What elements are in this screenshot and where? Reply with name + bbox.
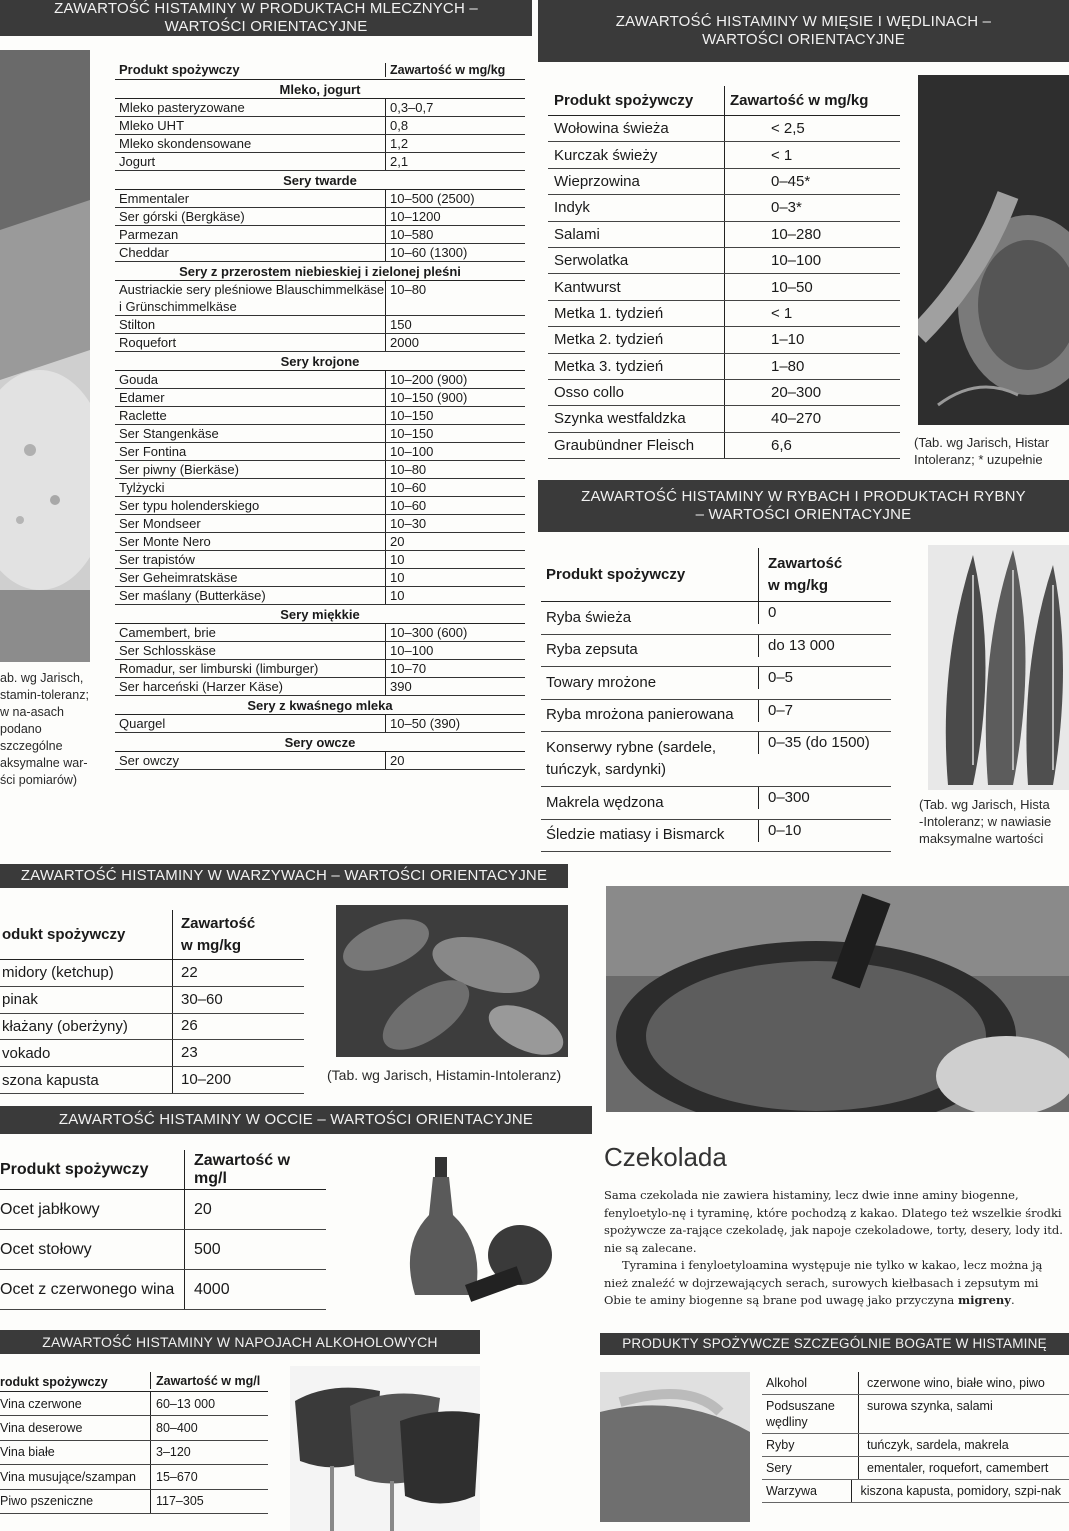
dairy-table-header	[115, 58, 525, 80]
value-cell: 10–300 (600)	[385, 624, 525, 641]
table-row	[115, 551, 525, 569]
table-row	[0, 1014, 304, 1041]
product-cell: Vina musujące/szampan	[0, 1469, 136, 1484]
dairy-section-heading: Sery z przerostem niebieskiej i zielonej pleśni	[115, 262, 525, 281]
fish-caption	[919, 796, 1069, 847]
table-row	[548, 142, 900, 168]
value-cell: 60–13 000	[150, 1392, 268, 1415]
product-cell: Ser harceński (Harzer Käse)	[119, 679, 283, 694]
value-cell: 10	[385, 551, 525, 568]
chocolate-para2-end: .	[1010, 1293, 1015, 1307]
table-row	[548, 222, 900, 248]
table-row	[115, 389, 525, 407]
meat-col-product: Produkt spożywczy	[554, 92, 694, 109]
table-row	[548, 433, 900, 459]
value-cell: 80–400	[150, 1416, 268, 1439]
product-cell: Salami	[554, 225, 600, 243]
chocolate-text	[604, 1187, 1069, 1310]
value-cell: 10	[385, 569, 525, 586]
product-cell: Ser trapistów	[119, 552, 195, 567]
table-row	[548, 248, 900, 274]
alcohol-table-header	[0, 1372, 268, 1392]
table-row	[115, 678, 525, 696]
table-row	[548, 116, 900, 142]
table-row	[115, 281, 525, 316]
table-row	[0, 1416, 268, 1440]
wine-glasses-photo	[290, 1366, 480, 1531]
product-cell: Śledzie matiasy i Bismarck	[546, 826, 725, 844]
product-cell: Metka 3. tydzień	[554, 357, 664, 375]
product-cell: Ser Geheimratskäse	[119, 570, 238, 585]
product-cell: Serwolatka	[554, 252, 629, 270]
product-cell: Warzywa	[766, 1484, 817, 1498]
meat-caption-line2: Intoleranz; * uzupełnie	[914, 452, 1043, 467]
table-row	[115, 334, 525, 352]
dairy-caption: ab. wg Jarisch, stamin-toleranz; w na-asach podano szczególne aksymalne war-ści pomiarów)	[0, 671, 89, 787]
table-row	[115, 715, 525, 733]
meat-caption	[914, 434, 1069, 468]
table-row	[115, 371, 525, 389]
veg-title: ZAWARTOŚĆ HISTAMINY W WARZYWACH – WARTOŚCI ORIENTACYJNE	[20, 867, 548, 884]
value-cell: 2000	[385, 334, 525, 351]
table-row	[548, 327, 900, 353]
product-cell: Emmentaler	[119, 191, 190, 206]
product-cell: Cheddar	[119, 245, 169, 260]
product-cell: Wieprzowina	[554, 172, 640, 190]
value-cell: ementaler, roquefort, camembert	[858, 1457, 1069, 1479]
value-cell: 10–50	[724, 274, 900, 299]
value-cell: 20	[184, 1190, 326, 1229]
table-row	[541, 820, 891, 853]
dairy-section-heading: Sery miękkie	[115, 605, 525, 624]
table-row	[548, 406, 900, 432]
fish-col-product: Produkt spożywczy	[546, 566, 686, 583]
value-cell: 26	[172, 1014, 304, 1040]
value-cell: 20	[385, 752, 525, 769]
table-row	[0, 1465, 268, 1489]
product-cell: Edamer	[119, 390, 165, 405]
meat-title-band	[538, 0, 1069, 62]
fish-col-value-line2: w mg/kg	[768, 576, 829, 594]
table-row	[762, 1372, 1069, 1395]
value-cell: 0	[758, 602, 891, 624]
value-cell: 10–50 (390)	[385, 715, 525, 732]
value-cell: 4000	[184, 1270, 326, 1309]
value-cell: 0–300	[758, 787, 891, 809]
cooking-photo	[606, 886, 1069, 1112]
value-cell: surowa szynka, salami	[858, 1395, 1069, 1433]
veg-col-value	[172, 910, 304, 959]
dairy-section-heading: Sery z kwaśnego mleka	[115, 696, 525, 715]
rich-title-band	[600, 1333, 1069, 1355]
fish-col-value	[758, 548, 891, 601]
value-cell: 10–500 (2500)	[385, 190, 525, 207]
value-cell: 10–80	[385, 461, 525, 478]
value-cell: 20–300	[724, 380, 900, 405]
table-row	[548, 380, 900, 406]
table-row	[115, 497, 525, 515]
fish-table	[541, 548, 891, 852]
alcohol-table	[0, 1372, 268, 1514]
fish-title-line1: ZAWARTOŚĆ HISTAMINY W RYBACH I PRODUKTACH RYBNY	[581, 488, 1026, 505]
value-cell: 0–5	[758, 667, 891, 689]
table-row	[115, 226, 525, 244]
table-row	[115, 752, 525, 770]
table-row	[762, 1457, 1069, 1480]
value-cell: 15–670	[150, 1465, 268, 1488]
value-cell: 10–80	[385, 281, 525, 315]
vinegar-col-product: Produkt spożywczy	[0, 1160, 149, 1178]
value-cell: 10–100	[385, 642, 525, 659]
value-cell: 10–60	[385, 497, 525, 514]
dairy-section-heading: Sery krojone	[115, 352, 525, 371]
product-cell: Ryby	[766, 1438, 795, 1452]
product-cell: Ryba zepsuta	[546, 641, 638, 659]
dairy-col-value: Zawartość w mg/kg	[385, 63, 525, 77]
product-cell: Ser maślany (Butterkäse)	[119, 588, 266, 603]
spinach-photo	[336, 905, 568, 1057]
value-cell: 0–10	[758, 820, 891, 842]
product-cell: Camembert, brie	[119, 625, 216, 640]
meat-photo	[918, 75, 1069, 425]
product-cell: Ocet z czerwonego wina	[0, 1280, 175, 1298]
fish-title-line2: – WARTOŚCI ORIENTACYJNE	[695, 506, 912, 523]
meat-title-line1: ZAWARTOŚĆ HISTAMINY W MIĘSIE I WĘDLINACH –	[615, 13, 992, 30]
value-cell: 10–150	[385, 407, 525, 424]
alcohol-title-band	[0, 1330, 480, 1354]
product-cell: Ser Fontina	[119, 444, 187, 459]
product-cell: Mleko UHT	[119, 118, 185, 133]
rich-table	[762, 1372, 1069, 1503]
fish-caption-line1: (Tab. wg Jarisch, Hista	[919, 797, 1050, 812]
table-row	[115, 624, 525, 642]
value-cell: 10–200 (900)	[385, 371, 525, 388]
fish-col-value-line1: Zawartość	[768, 554, 843, 572]
veg-table	[0, 910, 304, 1094]
product-cell: Vina białe	[0, 1445, 55, 1460]
dairy-section-heading: Sery twarde	[115, 171, 525, 190]
table-row	[762, 1480, 1069, 1503]
meat-col-value: Zawartość w mg/kg	[724, 86, 900, 115]
product-cell: Mleko skondensowane	[119, 136, 252, 151]
product-cell: Quargel	[119, 716, 166, 731]
table-row	[762, 1395, 1069, 1434]
dairy-title-band	[0, 0, 532, 36]
product-cell: Ryba mrożona panierowana	[546, 706, 734, 724]
meat-title-line2: WARTOŚCI ORIENTACYJNE	[702, 31, 905, 48]
table-row	[115, 244, 525, 262]
chocolate-para2	[604, 1257, 1069, 1310]
value-cell: 3–120	[150, 1441, 268, 1464]
table-row	[115, 407, 525, 425]
product-cell: Ser Monte Nero	[119, 534, 211, 549]
table-row	[0, 1067, 304, 1094]
meat-table	[548, 86, 900, 459]
value-cell: 10–1200	[385, 208, 525, 225]
value-cell: < 1	[724, 142, 900, 167]
product-cell: Ocet stołowy	[0, 1240, 92, 1258]
product-cell: pinak	[2, 991, 38, 1009]
fish-title-band	[538, 480, 1069, 532]
value-cell: 500	[184, 1230, 326, 1269]
table-row	[115, 316, 525, 334]
vinegar-title-band	[0, 1106, 592, 1134]
fish-table-header	[541, 548, 891, 602]
product-cell: Romadur, ser limburski (limburger)	[119, 661, 319, 676]
product-cell: Makrela wędzona	[546, 793, 664, 811]
dairy-table	[115, 58, 525, 770]
value-cell: kiszona kapusta, pomidory, szpi-nak	[851, 1480, 1069, 1502]
value-cell: 10–280	[724, 222, 900, 247]
table-row	[0, 1190, 326, 1230]
product-cell: Ser Schlosskäse	[119, 643, 216, 658]
veg-col-value-line2: w mg/kg	[181, 936, 242, 954]
table-row	[115, 190, 525, 208]
fish-caption-line3: maksymalne wartości	[919, 831, 1044, 846]
vinegar-table-header	[0, 1150, 326, 1190]
product-cell: Vina czerwone	[0, 1396, 82, 1411]
value-cell: 150	[385, 316, 525, 333]
vinegar-photo	[405, 1155, 555, 1315]
product-cell: Ser Mondseer	[119, 516, 201, 531]
product-cell: Konserwy rybne (sardele, tuńczyk, sardynki)	[546, 739, 717, 778]
product-cell: Ser Stangenkäse	[119, 426, 219, 441]
product-cell: Ocet jabłkowy	[0, 1200, 100, 1218]
value-cell: 1–10	[724, 327, 900, 352]
fish-photo	[928, 545, 1069, 790]
value-cell: 20	[385, 533, 525, 550]
product-cell: Piwo pszeniczne	[0, 1494, 94, 1509]
table-row	[115, 99, 525, 117]
value-cell: 1,2	[385, 135, 525, 152]
table-row	[541, 732, 891, 787]
table-row	[115, 642, 525, 660]
value-cell: 2,1	[385, 153, 525, 170]
dairy-col-product: Produkt spożywczy	[119, 62, 240, 77]
value-cell: 10–150	[385, 425, 525, 442]
value-cell: 0–45*	[724, 169, 900, 194]
product-cell: Mleko pasteryzowane	[119, 100, 245, 115]
alcohol-col-product: rodukt spożywczy	[0, 1375, 108, 1389]
value-cell: 0–7	[758, 700, 891, 722]
value-cell: 117–305	[150, 1490, 268, 1513]
product-cell: Parmezan	[119, 227, 179, 242]
product-cell: midory (ketchup)	[2, 964, 114, 982]
veg-col-product: odukt spożywczy	[2, 926, 126, 943]
table-row	[115, 153, 525, 171]
table-row	[115, 587, 525, 605]
table-row	[115, 117, 525, 135]
value-cell: 23	[172, 1040, 304, 1066]
table-row	[548, 169, 900, 195]
table-row	[115, 660, 525, 678]
value-cell: 10–100	[385, 443, 525, 460]
value-cell: 10–60 (1300)	[385, 244, 525, 261]
product-cell: Gouda	[119, 372, 159, 387]
value-cell: 0–35 (do 1500)	[758, 732, 891, 754]
value-cell: 10–70	[385, 660, 525, 677]
value-cell: 10–100	[724, 248, 900, 273]
table-row	[0, 1230, 326, 1270]
value-cell: 22	[172, 960, 304, 986]
table-row	[0, 1490, 268, 1514]
table-row	[115, 443, 525, 461]
product-cell: Stilton	[119, 317, 156, 332]
value-cell: 0,8	[385, 117, 525, 134]
table-row	[541, 787, 891, 820]
fish-caption-line2: -Intoleranz; w nawiasie	[919, 814, 1052, 829]
table-row	[115, 479, 525, 497]
value-cell: 0,3–0,7	[385, 99, 525, 116]
table-row	[115, 533, 525, 551]
product-cell: Indyk	[554, 199, 590, 217]
product-cell: Kurczak świeży	[554, 146, 658, 164]
table-row	[548, 274, 900, 300]
product-cell: Ser typu holenderskiego	[119, 498, 260, 513]
product-cell: kłażany (oberżyny)	[2, 1017, 128, 1035]
table-row	[541, 700, 891, 733]
veg-title-band	[0, 864, 568, 888]
value-cell: 390	[385, 678, 525, 695]
value-cell: 0–3*	[724, 195, 900, 220]
product-cell: Osso collo	[554, 384, 625, 402]
table-row	[0, 1392, 268, 1416]
product-cell: Ser piwny (Bierkäse)	[119, 462, 239, 477]
alcohol-title: ZAWARTOŚĆ HISTAMINY W NAPOJACH ALKOHOLOWYCH	[42, 1334, 438, 1350]
table-row	[0, 1270, 326, 1310]
product-cell: Kantwurst	[554, 278, 621, 296]
value-cell: < 2,5	[724, 116, 900, 141]
product-cell: Towary mrożone	[546, 673, 657, 691]
table-row	[548, 195, 900, 221]
veg-caption: (Tab. wg Jarisch, Histamin-Intoleranz)	[327, 1067, 562, 1083]
table-row	[0, 1441, 268, 1465]
table-row	[541, 635, 891, 668]
cheese-photo	[0, 50, 90, 662]
dairy-section-heading: Mleko, jogurt	[115, 80, 525, 99]
veg-table-header	[0, 910, 304, 960]
product-cell: Podsuszane wędliny	[766, 1399, 835, 1429]
ham-photo	[600, 1372, 750, 1522]
table-row	[0, 1040, 304, 1067]
table-row	[115, 461, 525, 479]
table-row	[541, 602, 891, 635]
veg-col-value-line1: Zawartość	[181, 914, 256, 932]
meat-table-header	[548, 86, 900, 116]
meat-caption-line1: (Tab. wg Jarisch, Histar	[914, 435, 1050, 450]
table-row	[548, 354, 900, 380]
value-cell: 30–60	[172, 987, 304, 1013]
table-row	[115, 425, 525, 443]
value-cell: 10–60	[385, 479, 525, 496]
dairy-title-line1: ZAWARTOŚĆ HISTAMINY W PRODUKTACH MLECZNYCH –	[54, 0, 478, 17]
product-cell: Austriackie sery pleśniowe Blauschimmelkäse i Grünschimmelkäse	[119, 282, 385, 314]
value-cell: 10–30	[385, 515, 525, 532]
product-cell: szona kapusta	[2, 1071, 99, 1089]
product-cell: Tylżycki	[119, 480, 165, 495]
table-row	[0, 960, 304, 987]
product-cell: Jogurt	[119, 154, 156, 169]
vinegar-title: ZAWARTOŚĆ HISTAMINY W OCCIE – WARTOŚCI ORIENTACYJNE	[58, 1111, 534, 1128]
table-row	[548, 301, 900, 327]
value-cell: do 13 000	[758, 635, 891, 657]
product-cell: Szynka westfaldzka	[554, 410, 686, 428]
value-cell: tuńczyk, sardela, makrela	[858, 1434, 1069, 1456]
table-row	[115, 515, 525, 533]
chocolate-para1: Sama czekolada nie zawiera histaminy, lecz dwie inne aminy biogenne, fenyloetylo-nę i tyraminę, które pochodzą z kakao. Dlatego też wszelkie środki spożywcze za-rające czekoladę, jak napoje czekoladowe, torty, desery, lody itd. nie są zalecane.	[604, 1188, 1063, 1255]
chocolate-para2-text: Tyramina i fenyloetyloamina występuje nie tylko w kakao, lecz można ją nież znaleźć w dojrzewających serach, surowych kiełbasach i zepsutym mi Obie te aminy biogenne są brane pod uwagę jako przyczyna	[604, 1258, 1043, 1307]
chocolate-para2-bold: migreny	[957, 1293, 1011, 1307]
product-cell: Ryba świeża	[546, 608, 632, 626]
product-cell: Graubündner Fleisch	[554, 436, 695, 454]
table-row	[115, 208, 525, 226]
value-cell: 1–80	[724, 354, 900, 379]
table-row	[541, 667, 891, 700]
value-cell: < 1	[724, 301, 900, 326]
product-cell: Vina deserowe	[0, 1421, 83, 1436]
product-cell: Wołowina świeża	[554, 120, 669, 138]
product-cell: Roquefort	[119, 335, 177, 350]
table-row	[115, 135, 525, 153]
product-cell: Metka 1. tydzień	[554, 304, 664, 322]
dairy-section-heading: Sery owcze	[115, 733, 525, 752]
table-row	[0, 987, 304, 1014]
table-row	[115, 569, 525, 587]
value-cell: 10–150 (900)	[385, 389, 525, 406]
value-cell: 6,6	[724, 433, 900, 458]
product-cell: Raclette	[119, 408, 167, 423]
value-cell: 10–580	[385, 226, 525, 243]
table-row	[762, 1434, 1069, 1457]
rich-title: PRODUKTY SPOŻYWCZE SZCZEGÓLNIE BOGATE W HISTAMINĘ	[622, 1336, 1047, 1351]
vinegar-col-value: Zawartość w mg/l	[184, 1150, 326, 1189]
product-cell: Ser górski (Bergkäse)	[119, 209, 245, 224]
dairy-title-line2: WARTOŚCI ORIENTACYJNE	[164, 18, 368, 35]
product-cell: Metka 2. tydzień	[554, 331, 664, 349]
value-cell: 40–270	[724, 406, 900, 431]
value-cell: czerwone wino, białe wino, piwo	[858, 1372, 1069, 1394]
product-cell: Sery	[766, 1461, 792, 1475]
value-cell: 10	[385, 587, 525, 604]
vinegar-table	[0, 1150, 326, 1310]
product-cell: Alkohol	[766, 1376, 807, 1390]
product-cell: Ser owczy	[119, 753, 179, 768]
alcohol-col-value: Zawartość w mg/l	[150, 1372, 268, 1389]
value-cell: 10–200	[172, 1067, 304, 1093]
chocolate-title: Czekolada	[604, 1142, 727, 1172]
product-cell: vokado	[2, 1044, 51, 1062]
